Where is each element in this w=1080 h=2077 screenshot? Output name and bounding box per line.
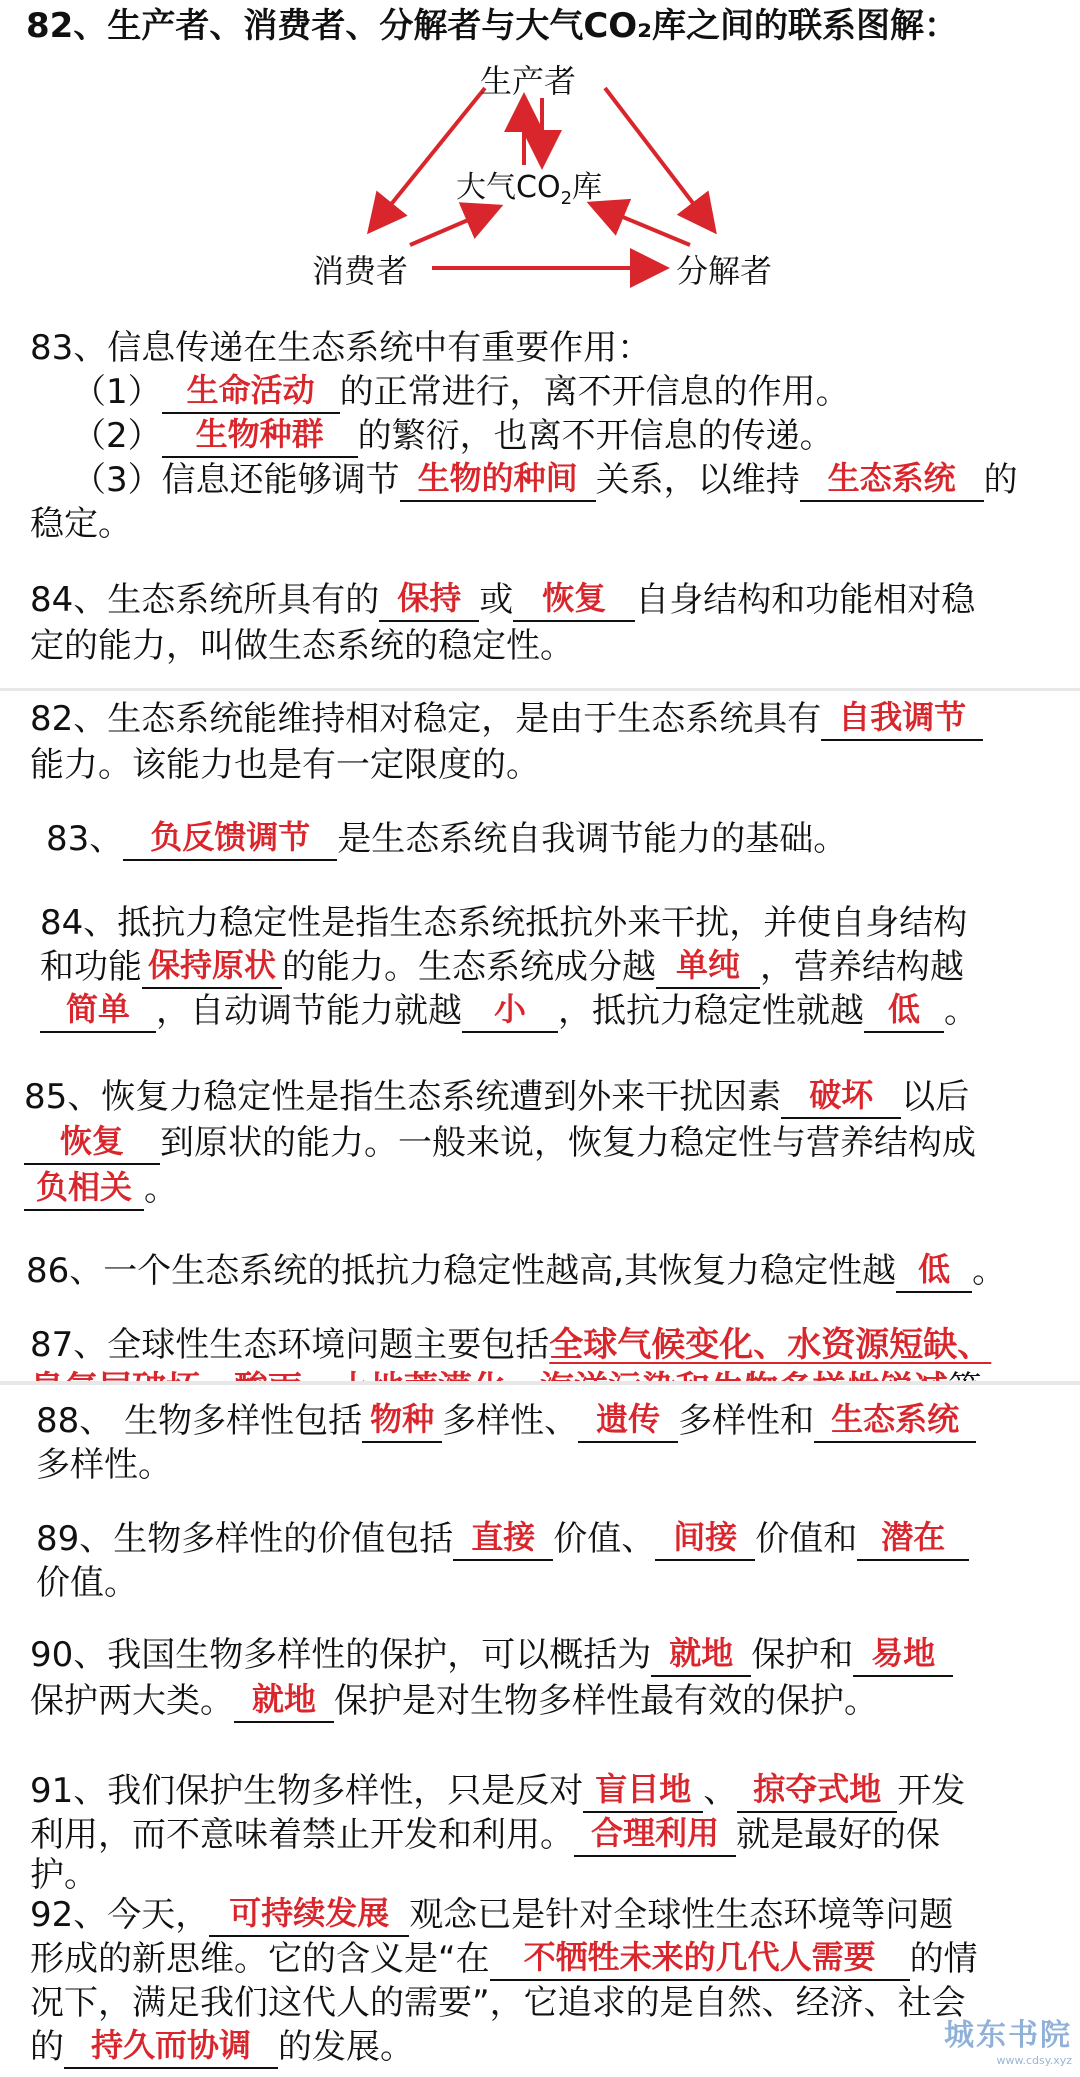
answer-q84a-1: 保持 [397, 579, 462, 617]
q88-mid1: 多样性、 [442, 1401, 579, 1441]
q92-line2 [30, 1937, 978, 1981]
q86-pre: 86、一个生态系统的抵抗力稳定性越高,其恢复力稳定性越 [26, 1251, 897, 1291]
q83a-line2 [72, 414, 834, 458]
answer-q84b-3: 简单 [65, 990, 130, 1028]
q85-pre: 85、恢复力稳定性是指生态系统遭到外来干扰因素 [24, 1077, 782, 1117]
q89-mid2: 价值和 [755, 1519, 858, 1559]
q84b-line1: 84、抵抗力稳定性是指生态系统抵抗外来干扰，并使自身结构 [40, 903, 968, 943]
q83a-l2-pre: （2） [72, 416, 162, 456]
q91-line1 [30, 1769, 965, 1813]
q83a-line4: 稳定。 [30, 504, 132, 544]
blank-q84b-2 [656, 947, 760, 989]
q83b-pre: 83、 [46, 819, 124, 859]
q92-line3: 况下，满足我们这代人的需要”，它追求的是自然、经济、社会 [30, 1983, 966, 2023]
blank-q90-2 [853, 1635, 953, 1677]
q91-line3: 护。 [30, 1855, 98, 1895]
blank-q89-2 [655, 1519, 755, 1561]
q83a-l1-pre: （1） [72, 372, 162, 412]
q83a-l2-post: 的繁衍，也离不开信息的传递。 [357, 416, 834, 456]
q92-l2-pre: 形成的新思维。它的含义是“在 [30, 1939, 490, 1979]
node-consumer: 消费者 [312, 252, 409, 290]
answer-q89-3: 潜在 [881, 1518, 946, 1556]
answer-q84b-2: 单纯 [675, 946, 740, 984]
answer-q84a-2: 恢复 [542, 579, 607, 617]
q84a-post: 自身结构和功能相对稳 [635, 580, 976, 620]
q92-post: 观念已是针对全球性生态环境等问题 [409, 1895, 954, 1935]
q83b-post: 是生态系统自我调节能力的基础。 [337, 819, 848, 859]
node-decomposer: 分解者 [676, 252, 773, 290]
blank-q86-1 [896, 1251, 972, 1293]
answer-q84b-1: 保持原状 [147, 946, 276, 984]
answer-q83a-2: 生物种群 [195, 415, 324, 453]
q83b-line1 [46, 817, 847, 861]
q84b-l2-post: ，营养结构越 [760, 947, 964, 987]
q88-pre: 88、 生物多样性包括 [36, 1401, 363, 1441]
blank-q84a-1 [379, 580, 479, 622]
q83a-l3-mid: 关系，以维持 [595, 460, 800, 500]
arrow-consumer-pool [410, 208, 496, 245]
q84a-line2: 定的能力，叫做生态系统的稳定性。 [30, 626, 574, 666]
q83a-line3 [72, 458, 1018, 502]
q85-line2 [24, 1121, 976, 1165]
watermark-title: 城东书院 [944, 2018, 1072, 2053]
answer-q86-1: 低 [918, 1250, 951, 1288]
q89-pre: 89、生物多样性的价值包括 [36, 1519, 454, 1559]
answer-q83a-4: 生态系统 [827, 459, 956, 497]
blank-q83a-4 [800, 460, 984, 502]
q91-post: 开发 [897, 1771, 966, 1811]
answer-q89-1: 直接 [471, 1518, 536, 1556]
answer-q90-2: 易地 [871, 1634, 936, 1672]
q92-l4-pre: 的 [30, 2027, 64, 2067]
q92-l2-post: 的情 [909, 1939, 978, 1979]
q88-line1 [36, 1399, 976, 1443]
q91-l2-post: 就是最好的保 [736, 1815, 940, 1855]
blank-q88-1 [362, 1401, 442, 1443]
blank-q88-2 [578, 1401, 678, 1443]
blank-q84b-1 [142, 947, 282, 989]
blank-q83b-1 [123, 819, 337, 861]
q84a-line1 [30, 578, 975, 622]
answer-q82b-1: 自我调节 [838, 698, 967, 736]
q86-line1 [26, 1249, 1006, 1293]
panel-biodiversity [0, 1385, 1080, 2077]
pool-label-suffix: 库 [572, 170, 603, 205]
q85-post: 以后 [901, 1077, 970, 1117]
q89-line2: 价值。 [36, 1563, 138, 1603]
blank-q83a-2 [162, 416, 358, 458]
answer-q91-1: 盲目地 [595, 1770, 692, 1808]
answer-q91-2: 掠夺式地 [753, 1770, 882, 1808]
q85-line3 [24, 1167, 178, 1211]
answer-q89-2: 间接 [673, 1518, 738, 1556]
q92-line4 [30, 2025, 414, 2069]
q90-line2 [30, 1679, 878, 1723]
q91-line2 [30, 1813, 940, 1857]
blank-q85-3 [24, 1169, 144, 1211]
q83a-line1 [72, 370, 850, 414]
q92-l4-post: 的发展。 [278, 2027, 414, 2067]
blank-q82b-1 [821, 699, 983, 741]
blank-q92-3 [64, 2027, 278, 2069]
q84a-mid: 或 [479, 580, 514, 620]
blank-q84b-3 [40, 991, 156, 1033]
answer-q83a-3: 生物的种间 [417, 459, 578, 497]
panel-carbon-info [0, 0, 1080, 690]
q91-pre: 91、我们保护生物多样性，只是反对 [30, 1771, 584, 1811]
blank-q90-1 [651, 1635, 751, 1677]
answer-q90-3: 就地 [251, 1680, 316, 1718]
arrow-decomposer-pool [594, 205, 690, 245]
blank-q91-3 [574, 1815, 736, 1857]
answer-q88-3: 生态系统 [831, 1400, 960, 1438]
blank-q84a-2 [513, 580, 635, 622]
answer-q85-2: 恢复 [59, 1122, 124, 1160]
q84b-line3 [40, 989, 978, 1033]
blank-q88-3 [814, 1401, 976, 1443]
blank-q85-2 [24, 1123, 160, 1165]
q89-line1 [36, 1517, 969, 1561]
q91-mid: 、 [703, 1771, 738, 1811]
blank-q91-2 [737, 1771, 897, 1813]
answer-q92-1: 可持续发展 [229, 1894, 390, 1932]
q84b-l3-post: 。 [944, 991, 978, 1031]
answer-q83a-1: 生命活动 [186, 371, 315, 409]
q89-mid1: 价值、 [553, 1519, 656, 1559]
q91-l2-pre: 利用，而不意味着禁止开发和利用。 [30, 1815, 574, 1855]
panel-stability [0, 691, 1080, 1381]
blank-q89-1 [453, 1519, 553, 1561]
q82b-line1 [30, 697, 983, 741]
arrow-producer-decomposer [605, 88, 712, 228]
q90-pre: 90、我国生物多样性的保护，可以概括为 [30, 1635, 652, 1675]
blank-q91-1 [583, 1771, 703, 1813]
q84b-line2 [40, 945, 964, 989]
q86-post: 。 [972, 1251, 1007, 1291]
watermark [944, 2010, 1072, 2067]
q92-pre: 92、今天， [30, 1895, 210, 1935]
q82a-title: 82、生产者、消费者、分解者与大气CO₂库之间的联系图解： [26, 6, 959, 46]
blank-q85-1 [781, 1077, 901, 1119]
q84b-l3-mid2: ，抵抗力稳定性就越 [558, 991, 864, 1031]
q84b-l2-pre: 和功能 [40, 947, 142, 987]
q87-line1 [30, 1323, 991, 1367]
node-producer: 生产者 [480, 62, 577, 100]
answer-q92-2: 不牺牲未来的几代人需要 [523, 1938, 876, 1976]
answer-q88-1: 物种 [370, 1400, 435, 1438]
answer-q83b-1: 负反馈调节 [150, 818, 311, 856]
node-co2-pool [456, 162, 602, 209]
q85-line1 [24, 1075, 969, 1119]
answer-q84b-4: 小 [493, 990, 526, 1028]
blank-q84b-4 [462, 991, 558, 1033]
pool-subscript: 2 [560, 188, 573, 209]
answer-q88-2: 遗传 [596, 1400, 661, 1438]
q85-l3-post: 。 [144, 1169, 178, 1209]
blank-q89-3 [857, 1519, 969, 1561]
q90-line1 [30, 1633, 953, 1677]
q88-line2: 多样性。 [36, 1445, 172, 1485]
answer-q90-1: 就地 [669, 1634, 734, 1672]
q82b-pre: 82、生态系统能维持相对稳定，是由于生态系统具有 [30, 699, 822, 739]
q83a-l3-post: 的 [983, 460, 1018, 500]
pool-label: 大气CO [456, 170, 561, 205]
watermark-site: www.cdsy.xyz [996, 2054, 1072, 2067]
answer-q87-1: 全球气候变化、水资源短缺、 [549, 1325, 992, 1365]
blank-q92-1 [209, 1895, 409, 1937]
q88-mid2: 多样性和 [678, 1401, 815, 1441]
q83a-l1-post: 的正常进行，离不开信息的作用。 [339, 372, 850, 412]
q82b-line2: 能力。该能力也是有一定限度的。 [30, 745, 540, 785]
answer-q92-3: 持久而协调 [90, 2026, 251, 2064]
answer-q91-3: 合理利用 [590, 1814, 719, 1852]
q84b-l2-mid: 的能力。生态系统成分越 [282, 947, 656, 987]
blank-q83a-1 [162, 372, 340, 414]
q84b-l3-mid: ，自动调节能力就越 [156, 991, 462, 1031]
q83a-lead: 83、信息传递在生态系统中有重要作用： [30, 328, 652, 368]
blank-q92-2 [490, 1939, 910, 1981]
answer-q85-3: 负相关 [35, 1168, 132, 1206]
answer-q85-1: 破坏 [809, 1076, 874, 1114]
blank-q83a-3 [400, 460, 596, 502]
blank-q84b-5 [864, 991, 944, 1033]
answer-q84b-5: 低 [887, 990, 920, 1028]
q85-l2-post: 到原状的能力。一般来说，恢复力稳定性与营养结构成 [160, 1123, 976, 1163]
q83a-l3-pre: （3）信息还能够调节 [72, 460, 400, 500]
q92-line1 [30, 1893, 953, 1937]
q87-pre: 87、全球性生态环境问题主要包括 [30, 1325, 550, 1365]
q90-l2-pre: 保护两大类。 [30, 1681, 234, 1721]
q90-mid: 保护和 [751, 1635, 854, 1675]
blank-q90-3 [234, 1681, 334, 1723]
q90-l2-post: 保护是对生物多样性最有效的保护。 [334, 1681, 878, 1721]
q84a-pre: 84、生态系统所具有的 [30, 580, 380, 620]
